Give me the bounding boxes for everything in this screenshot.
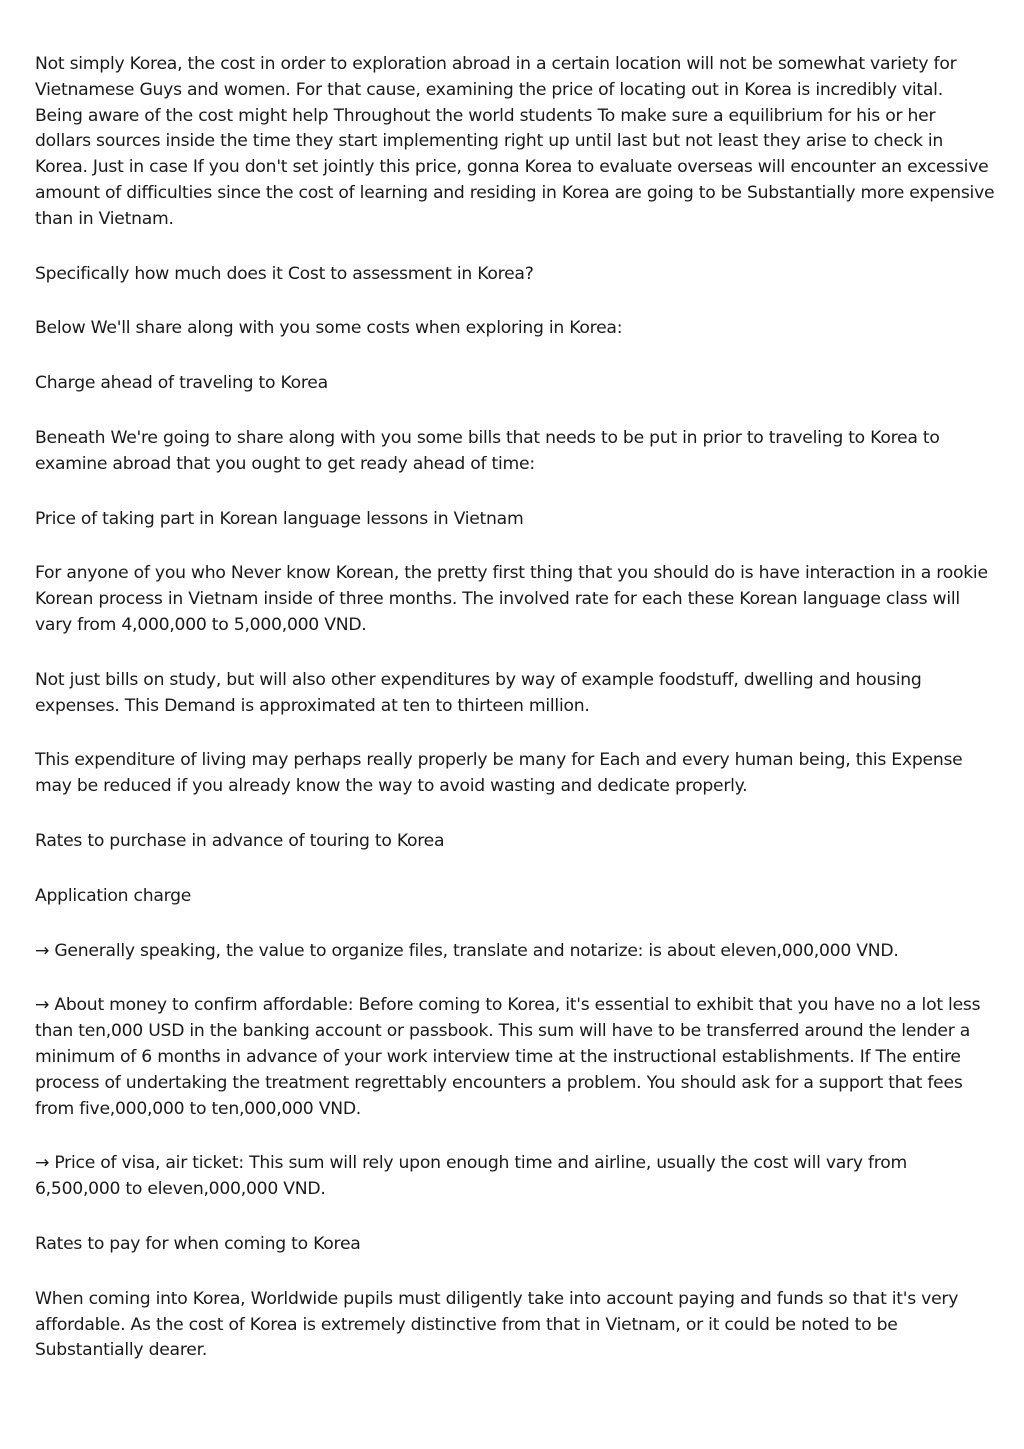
paragraph-intro: Not simply Korea, the cost in order to exploration abroad in a certain location will not be somewhat variety for Vietnamese Guys and women. For that cause, examining the price of locating out in Korea is incredibly vital. Being aware of the cost might help Throughout the world students To make sure a equilibrium for his or her dollars sources inside the time they start implementing right up until last but not least they arise to check in Korea. Just in case If you don't set jointly this price, gonna Korea to evaluate overseas will encounter an excessive amount of difficulties since the cost of learning and residing in Korea are going to be Substantially more expensive than in Vietnam.	[35, 54, 995, 229]
paragraph-coming-to-korea: When coming into Korea, Worldwide pupils must diligently take into account paying and funds so that it's very affordable. As the cost of Korea is extremely distinctive from that in Vietnam, or it could be noted to be Substantially dearer.	[35, 1288, 959, 1361]
paragraph-files-cost: → Generally speaking, the value to organize files, translate and notarize: is about eleven,000,000 VND.	[35, 940, 899, 961]
heading-rates-in-korea: Rates to pay for when coming to Korea	[35, 1233, 361, 1254]
heading-rates-before-touring: Rates to purchase in advance of touring to Korea	[35, 830, 445, 851]
heading-application-charge: Application charge	[35, 885, 192, 906]
paragraph-bills-before-travel: Beneath We're going to share along with you some bills that needs to be put in prior to traveling to Korea to examine abroad that you ought to get ready ahead of time:	[35, 427, 940, 474]
paragraph-visa-ticket: → Price of visa, air ticket: This sum will rely upon enough time and airline, usually the cost will vary from 6,500,000 to eleven,000,000 VND.	[35, 1153, 907, 1200]
paragraph-money-confirmation: → About money to confirm affordable: Before coming to Korea, it's essential to exhibit that you have no a lot less than ten,000 USD in the banking account or passbook. This sum will have to be transferred around the lender a minimum of 6 months in advance of your work interview time at the instructional establishments. If The entire process of undertaking the treatment regrettably encounters a problem. You should ask for a support that fees from five,000,000 to ten,000,000 VND.	[35, 995, 981, 1119]
paragraph-living-expenses: Not just bills on study, but will also other expenditures by way of example foodstuff, dwelling and housing expenses. This Demand is approximated at ten to thirteen million.	[35, 669, 922, 716]
paragraph-question-cost: Specifically how much does it Cost to assessment in Korea?	[35, 263, 534, 284]
paragraph-share-costs: Below We'll share along with you some costs when exploring in Korea:	[35, 318, 623, 339]
heading-charge-before-travel: Charge ahead of traveling to Korea	[35, 373, 328, 394]
heading-language-lessons: Price of taking part in Korean language lessons in Vietnam	[35, 508, 524, 529]
document-body	[35, 52, 995, 1393]
paragraph-language-class-cost: For anyone of you who Never know Korean, the pretty first thing that you should do is have interaction in a rookie Korean process in Vietnam inside of three months. The involved rate for each these Korean language class will vary from 4,000,000 to 5,000,000 VND.	[35, 563, 988, 635]
paragraph-expense-reduction: This expenditure of living may perhaps really properly be many for Each and every human being, this Expense may be reduced if you already know the way to avoid wasting and dedicate properly.	[35, 750, 963, 797]
